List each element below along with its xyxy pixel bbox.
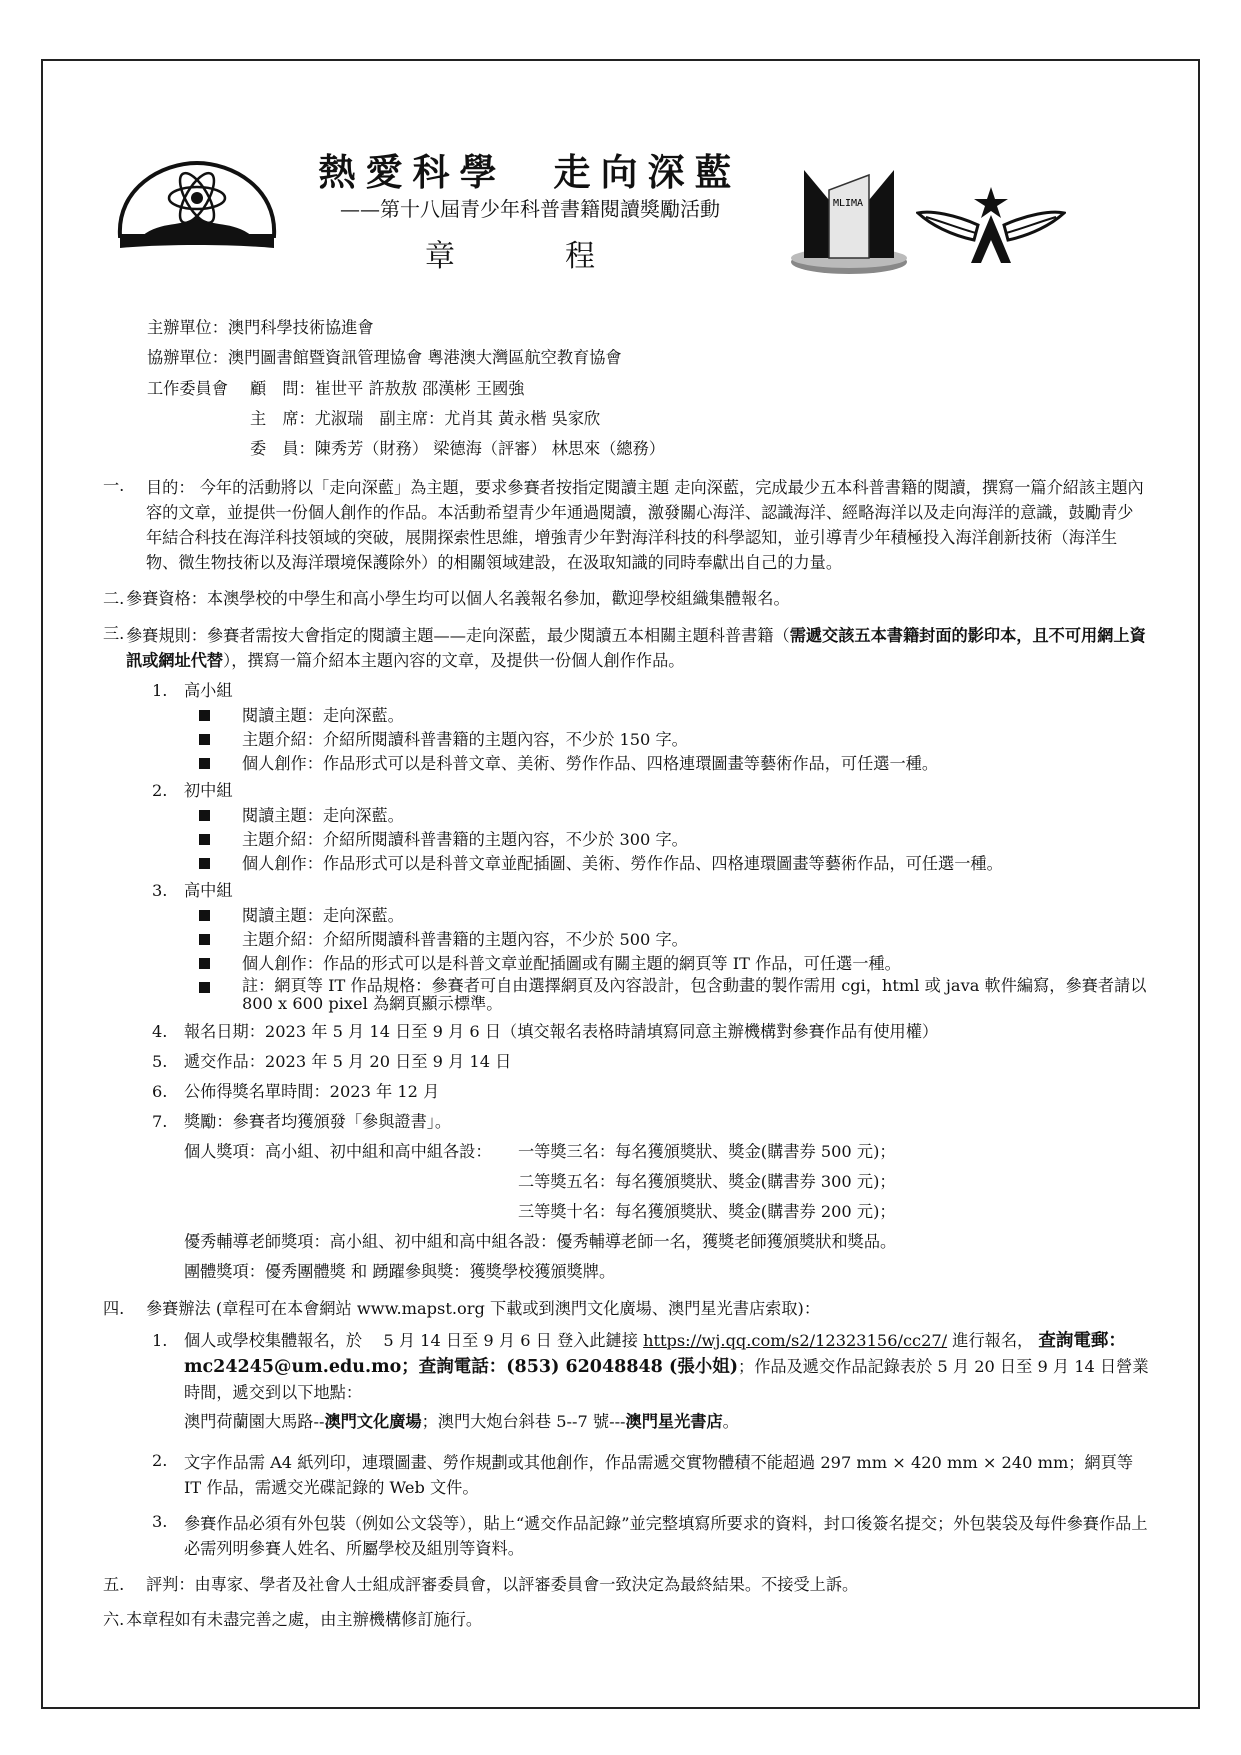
section-4-method: 參賽辦法 (章程可在本會網站 www.mapst.org 下載或到澳門文化廣場、澳門星光書店索取)：	[146, 1299, 821, 1318]
group-2-item-2: 主題介紹：介紹所閱讀科普書籍的主題內容，不少於 300 字。	[242, 830, 688, 849]
group-3-item-1: 閱讀主題：走向深藍。	[242, 906, 404, 925]
group-2-item-3: 個人創作：作品形式可以是科普文章並配插圖、美術、勞作作品、四格連環圖畫等藝術作品，可任選一種。	[242, 854, 1003, 873]
group-2-number: 2.	[152, 781, 168, 800]
method-1-text-c: ；作品及遞交作品記錄表於 5 月 20 日至 9 月 14 日營業時間，遞交到以下地點：	[184, 1357, 1149, 1402]
document-type: 章 程	[425, 239, 635, 274]
addr-c: ；澳門大炮台斜巷 5--7 號---	[421, 1412, 626, 1431]
group-3-item-4: 註：網頁等 IT 作品規格：參賽者可自由選擇網頁及內容設計，包含動畫的製作需用 cgi，html 或 java 軟件編寫，參賽者請以 800 x 600 pixel 為網頁顯示標準。	[242, 976, 1147, 1013]
group-1-item-3: 個人創作：作品形式可以是科普文章、美術、勞作作品、四格連環圖畫等藝術作品，可任選一種。	[242, 754, 939, 773]
section-1-number: 一.	[103, 476, 125, 495]
bullet-square-icon	[199, 758, 210, 769]
method-1-number: 1.	[152, 1331, 168, 1350]
section-5-judging: 評判：由專家、學者及社會人士組成評審委員會，以評審委員會一致決定為最終結果。不接受上訴。	[146, 1575, 859, 1594]
bullet-square-icon	[199, 858, 210, 869]
section-4-number: 四.	[103, 1299, 125, 1318]
method-2-text: 文字作品需 A4 紙列印，連環圖畫、勞作規劃或其他創作，作品需遞交實物體積不能超過 297 mm × 420 mm × 240 mm；網頁等 IT 作品，需遞交光碟記錄的 Web 文件。	[184, 1453, 1134, 1497]
section-2-eligibility: 參賽資格：本澳學校的中學生和高小學生均可以個人名義報名參加，歡迎學校組織集體報名。	[126, 589, 790, 608]
bullet-square-icon	[199, 810, 210, 821]
group-2-name: 初中組	[184, 781, 233, 800]
committee-label: 工作委員會	[147, 379, 228, 398]
method-3-text: 參賽作品必須有外包裝（例如公文袋等），貼上“遞交作品記錄”並完整填寫所要求的資料，封口後簽名提交；外包裝袋及每件參賽作品上必需列明參賽人姓名、所屬學校及組別等資料。	[184, 1514, 1148, 1558]
third-prize: 三等獎十名：每名獲頒獎狀、獎金(購書券 200 元)；	[518, 1202, 896, 1221]
submission-locations	[184, 1411, 739, 1432]
bullet-square-icon	[199, 710, 210, 721]
registration-dates: 報名日期：2023 年 5 月 14 日至 9 月 6 日（填交報名表格時請填寫同意主辦機構對參賽作品有使用權）	[184, 1022, 939, 1041]
group-1-item-2: 主題介紹：介紹所閱讀科普書籍的主題內容，不少於 150 字。	[242, 730, 688, 749]
group-2-item-1: 閱讀主題：走向深藍。	[242, 806, 404, 825]
method-1-text-b: 進行報名，	[947, 1331, 1039, 1350]
addr-a: 澳門荷蘭園大馬路--	[184, 1412, 325, 1431]
committee-advisors: 顧 問：崔世平 許敖敖 邵漢彬 王國強	[250, 379, 525, 398]
first-prize: 一等獎三名：每名獲頒獎狀、獎金(購書券 500 元)；	[518, 1142, 896, 1161]
co-organizer: 協辦單位：澳門圖書館暨資訊管理協會 粵港澳大灣區航空教育協會	[147, 348, 622, 367]
page-subtitle: ——第十八屆青少年科普書籍閱讀獎勵活動	[340, 197, 720, 221]
item-7-number: 7.	[152, 1112, 168, 1131]
group-1-name: 高小組	[184, 681, 233, 700]
bullet-square-icon	[199, 934, 210, 945]
bullet-square-icon	[199, 958, 210, 969]
section-3-rules	[126, 623, 1146, 673]
bullet-square-icon	[199, 910, 210, 921]
section-3-number: 三.	[103, 624, 125, 643]
bullet-square-icon	[199, 734, 210, 745]
page-title: 熱愛科學 走向深藍	[318, 150, 742, 194]
submission-dates: 遞交作品：2023 年 5 月 20 日至 9 月 14 日	[184, 1052, 512, 1071]
mapst-logo-icon	[112, 158, 282, 268]
section-5-number: 五.	[103, 1575, 125, 1594]
addr-b: 澳門文化廣場	[324, 1412, 422, 1431]
contact-info: 查詢電郵：mc24245@um.edu.mo；查詢電話：(853) 62048848 (張小姐)	[184, 1331, 1126, 1377]
addr-d: 澳門星光書店	[625, 1412, 723, 1431]
addr-e: 。	[722, 1412, 739, 1431]
host-organizer: 主辦單位：澳門科學技術協進會	[147, 318, 374, 337]
mlima-logo-icon	[784, 150, 914, 280]
method-3-number: 3.	[152, 1512, 168, 1531]
second-prize: 二等獎五名：每名獲頒獎狀、獎金(購書券 300 元)；	[518, 1172, 896, 1191]
method-1-text	[184, 1328, 1149, 1405]
item-5-number: 5.	[152, 1052, 168, 1071]
group-3-name: 高中組	[184, 881, 233, 900]
aviation-wings-logo-icon	[916, 185, 1066, 265]
group-3-number: 3.	[152, 881, 168, 900]
item-4-number: 4.	[152, 1022, 168, 1041]
announcement-date: 公佈得獎名單時間：2023 年 12 月	[184, 1082, 440, 1101]
rules-text-b: ），撰寫一篇介紹本主題內容的文章，及提供一份個人創作作品。	[223, 651, 685, 670]
group-3-item-2: 主題介紹：介紹所閱讀科普書籍的主題內容，不少於 500 字。	[242, 930, 688, 949]
group-1-number: 1.	[152, 681, 168, 700]
method-2-number: 2.	[152, 1451, 168, 1470]
individual-awards-label: 個人獎項：高小組、初中組和高中組各設：	[184, 1142, 492, 1161]
bullet-square-icon	[199, 982, 210, 993]
committee-chair: 主 席：尤淑瑞 副主席：尤肖其 黃永楷 吳家欣	[250, 409, 601, 428]
section-6-amendment: 本章程如有未盡完善之處，由主辦機構修訂施行。	[126, 1610, 483, 1629]
item-6-number: 6.	[152, 1082, 168, 1101]
bullet-square-icon	[199, 834, 210, 845]
mlima-letter-m: MLIMA	[832, 198, 864, 209]
section-6-number: 六.	[103, 1610, 125, 1629]
rules-text-a: 參賽規則：參賽者需按大會指定的閱讀主題——走向深藍，最少閱讀五本相關主題科普書籍（	[126, 626, 790, 645]
teacher-award: 優秀輔導老師獎項：高小組、初中組和高中組各設：優秀輔導老師一名，獲獎老師獲頒獎狀和獎品。	[184, 1232, 897, 1251]
group-award: 團體獎項：優秀團體獎 和 踴躍參與獎：獲獎學校獲頒獎牌。	[184, 1262, 616, 1281]
registration-link[interactable]: https://wj.qq.com/s2/12323156/cc27/	[643, 1331, 948, 1350]
section-2-number: 二.	[103, 589, 125, 608]
rules-text-bold: 需遞交該五本書籍封面的影印本，且不可用網上資訊或網址代替	[126, 626, 1146, 670]
committee-members: 委 員：陳秀芳（財務） 梁德海（評審） 林思來（總務）	[250, 439, 665, 458]
section-1-purpose: 目的： 今年的活動將以「走向深藍」為主題，要求參賽者按指定閱讀主題 走向深藍，完成最少五本科普書籍的閱讀，撰寫一篇介紹該主題內容的文章，並提供一份個人創作的作品。本活動希望青少年通過閱讀，激發關心海洋、認識海洋、經略海洋以及走向海洋的意識，鼓勵青少年結合科技在海洋科技領域的突破，展開探索性思維，增強青少年對海洋科技的科學認知，並引導青少年積極投入海洋創新技術（海洋生物、微生物技術以及海洋環境保護除外）的相關領域建設，在汲取知識的同時奉獻出自己的力量。	[146, 478, 1144, 572]
method-1-text-a: 個人或學校集體報名，於 5 月 14 日至 9 月 6 日 登入此鏈接	[184, 1331, 644, 1350]
rewards: 獎勵：參賽者均獲頒發「參與證書」。	[184, 1112, 452, 1131]
group-1-item-1: 閱讀主題：走向深藍。	[242, 706, 404, 725]
group-3-item-3: 個人創作：作品的形式可以是科普文章並配插圖或有關主題的網頁等 IT 作品，可任選一種。	[242, 954, 901, 973]
